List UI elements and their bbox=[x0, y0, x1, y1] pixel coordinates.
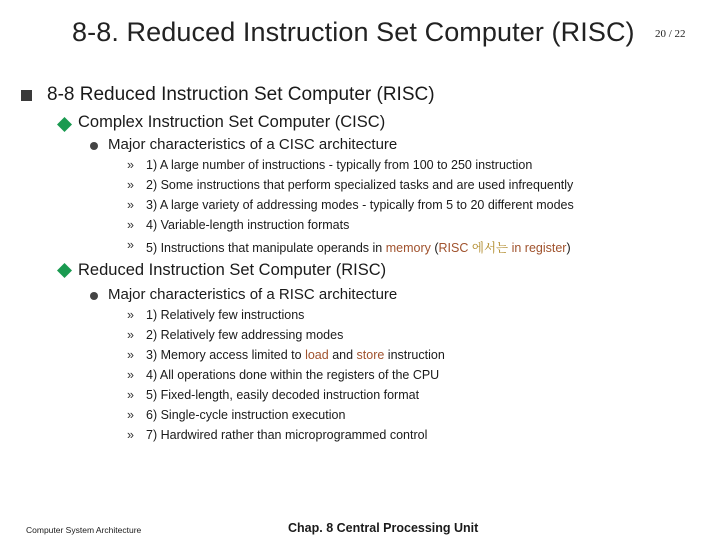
load-highlight: load bbox=[305, 348, 329, 362]
risc-item-4: 4) All operations done within the registers of the CPU bbox=[146, 368, 440, 382]
korean-highlight: 에서는 bbox=[471, 241, 509, 255]
raquo-bullet-icon: » bbox=[127, 388, 134, 402]
raquo-bullet-icon: » bbox=[127, 348, 134, 362]
risc-item-5: 5) Fixed-length, easily decoded instruction format bbox=[146, 388, 420, 402]
slide-title: 8-8. Reduced Instruction Set Computer (RISC) bbox=[72, 17, 635, 47]
raquo-bullet-icon: » bbox=[127, 368, 134, 382]
cisc-item-3: 3) A large variety of addressing modes - typically from 5 to 20 different modes bbox=[146, 198, 574, 212]
square-bullet-icon bbox=[21, 90, 32, 101]
dot-bullet-icon bbox=[90, 292, 98, 300]
raquo-bullet-icon: » bbox=[127, 218, 134, 232]
cisc-item-5 bbox=[146, 238, 571, 256]
risc-item-3-and: and bbox=[328, 348, 357, 362]
footer-course: Computer System Architecture bbox=[26, 525, 142, 535]
cisc-subheading: Major characteristics of a CISC architecture bbox=[108, 136, 398, 153]
raquo-bullet-icon: » bbox=[127, 178, 134, 192]
risc-item-3-suffix: instruction bbox=[384, 348, 445, 362]
risc-subheading: Major characteristics of a RISC architecture bbox=[108, 286, 398, 303]
cisc-item-1: 1) A large number of instructions - typically from 100 to 250 instruction bbox=[146, 158, 533, 172]
in-register-highlight: in register bbox=[508, 241, 567, 255]
memory-highlight: memory bbox=[385, 241, 431, 255]
raquo-bullet-icon: » bbox=[127, 328, 134, 342]
raquo-bullet-icon: » bbox=[127, 408, 134, 422]
risc-highlight: RISC bbox=[438, 241, 472, 255]
risc-item-3-prefix: 3) Memory access limited to bbox=[146, 348, 306, 362]
risc-item-1: 1) Relatively few instructions bbox=[146, 308, 305, 322]
cisc-heading: Complex Instruction Set Computer (CISC) bbox=[78, 113, 386, 131]
page-number: 20 / 22 bbox=[655, 28, 686, 40]
raquo-bullet-icon: » bbox=[127, 308, 134, 322]
cisc-item-2: 2) Some instructions that perform specialized tasks and are used infrequently bbox=[146, 178, 574, 192]
section-heading: 8-8 Reduced Instruction Set Computer (RISC) bbox=[47, 84, 435, 105]
dot-bullet-icon bbox=[90, 142, 98, 150]
raquo-bullet-icon: » bbox=[127, 158, 134, 172]
paren-close: ) bbox=[566, 241, 571, 255]
paren-open: ( bbox=[430, 241, 439, 255]
risc-heading: Reduced Instruction Set Computer (RISC) bbox=[78, 261, 387, 279]
raquo-bullet-icon: » bbox=[127, 428, 134, 442]
raquo-bullet-icon: » bbox=[127, 198, 134, 212]
store-highlight: store bbox=[356, 348, 385, 362]
diamond-bullet-icon bbox=[57, 117, 72, 132]
cisc-item-5-prefix: 5) Instructions that manipulate operands in bbox=[146, 241, 386, 255]
footer-chapter: Chap. 8 Central Processing Unit bbox=[288, 521, 479, 535]
risc-item-7: 7) Hardwired rather than microprogrammed control bbox=[146, 428, 428, 442]
diamond-bullet-icon bbox=[57, 263, 72, 278]
risc-item-3 bbox=[146, 348, 445, 362]
risc-item-6: 6) Single-cycle instruction execution bbox=[146, 408, 346, 422]
cisc-item-4: 4) Variable-length instruction formats bbox=[146, 218, 350, 232]
risc-item-2: 2) Relatively few addressing modes bbox=[146, 328, 344, 342]
raquo-bullet-icon: » bbox=[127, 238, 134, 252]
